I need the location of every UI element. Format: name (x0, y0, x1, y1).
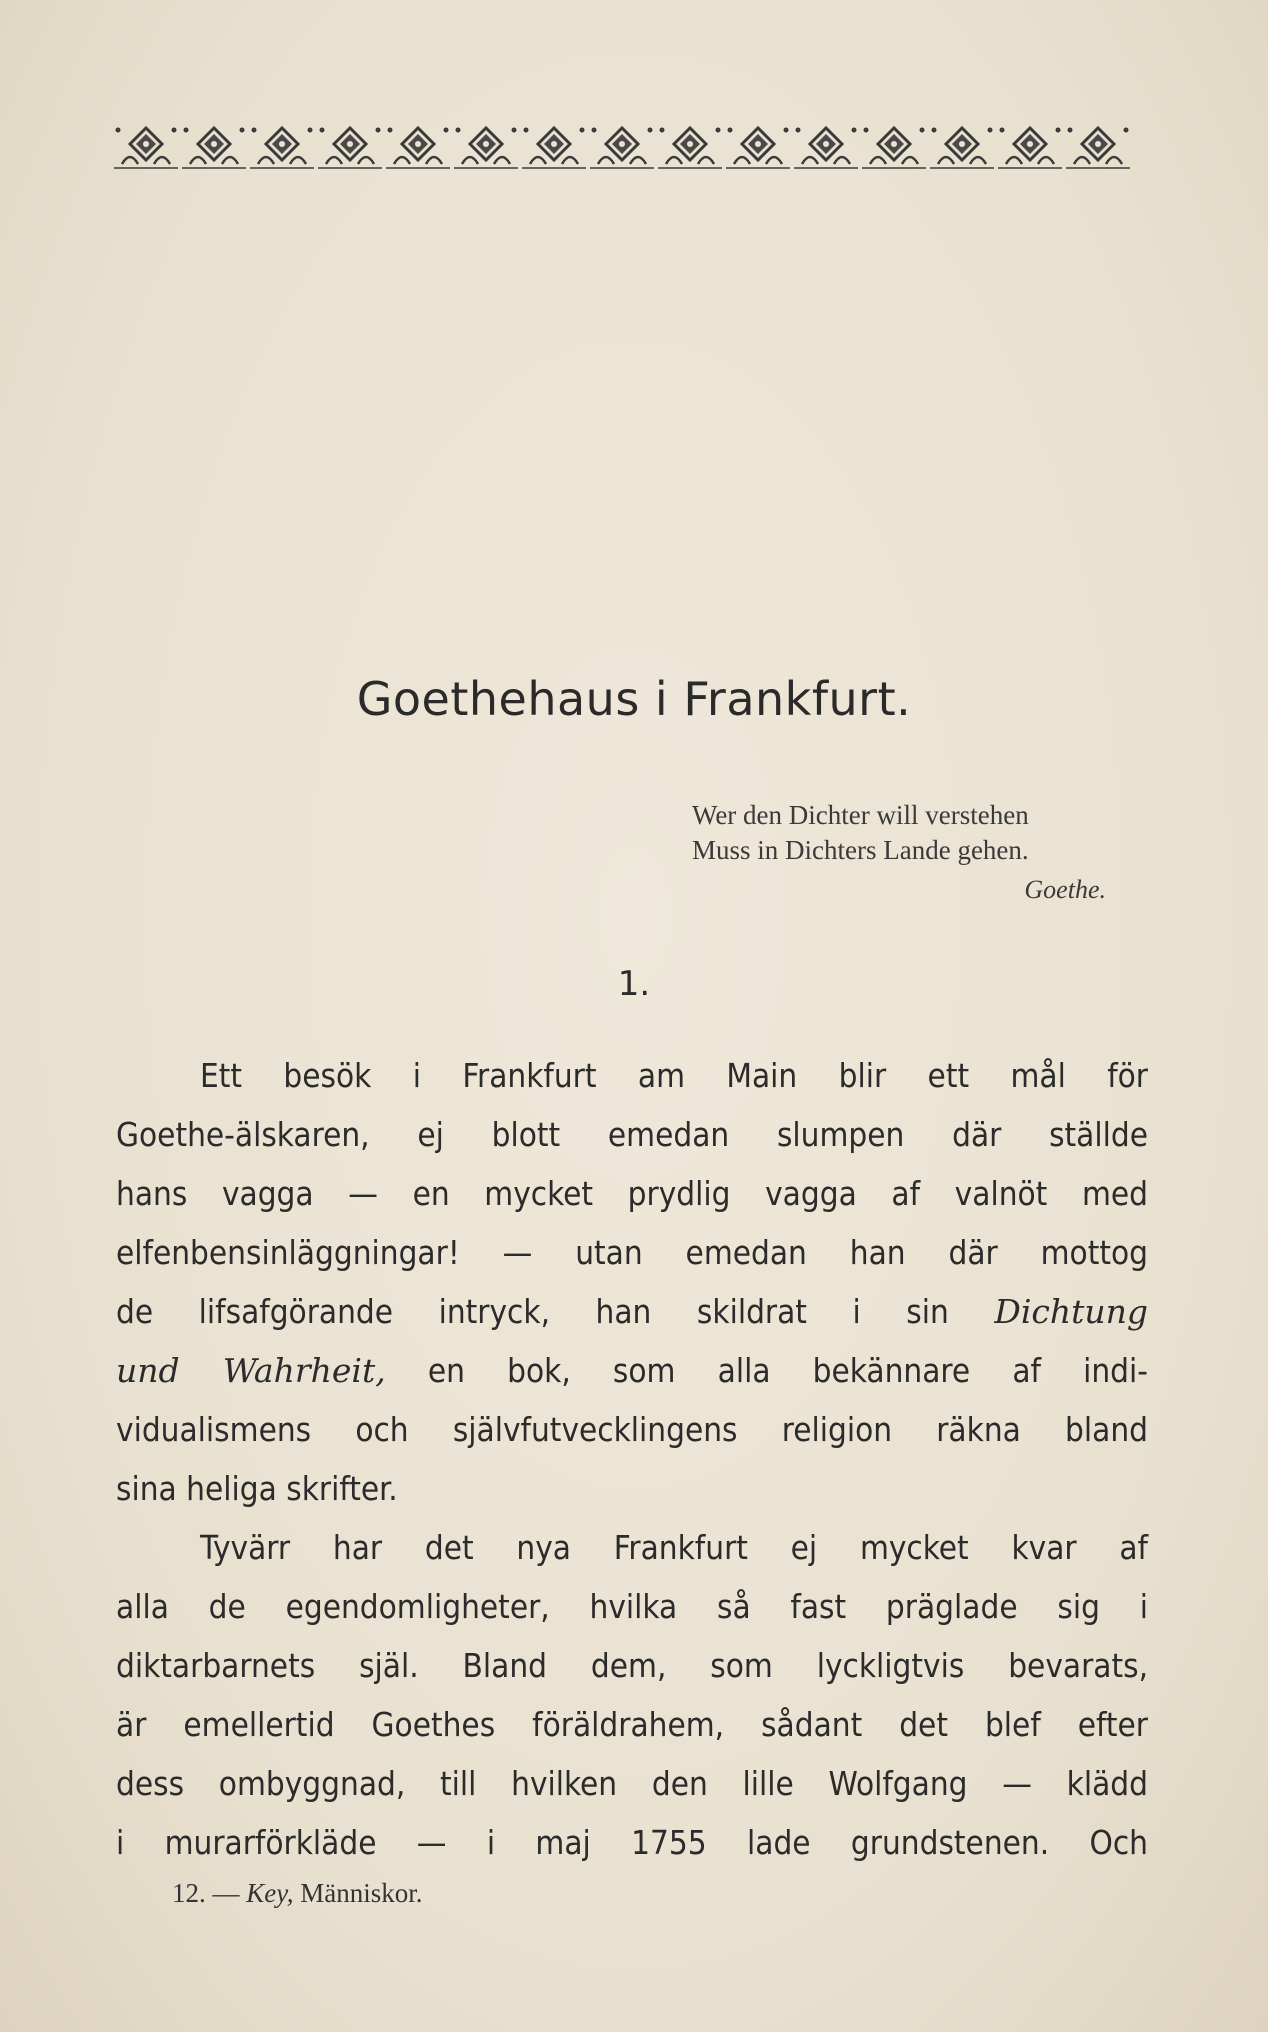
text-line: elfenbensinläggningar! — utan emedan han där mottog (116, 1233, 1148, 1272)
text-line (116, 1341, 1148, 1400)
page-footer (172, 1878, 423, 1909)
epigraph-line: Wer den Dichter will verstehen (692, 800, 1029, 830)
epigraph-line: Muss in Dichters Lande gehen. (692, 835, 1029, 865)
signature-number: 12. (172, 1878, 206, 1908)
text-line (116, 1282, 1148, 1341)
page-title: Goethehaus i Frankfurt. (356, 672, 912, 726)
text-line: diktarbarnets själ. Bland dem, som lyckligtvis bevarats, (116, 1646, 1148, 1685)
text-segment: en bok, som alla bekännare af indi- (427, 1351, 1149, 1390)
text-line: Goethe-älskaren, ej blott emedan slumpen där ställde (116, 1115, 1148, 1154)
body-text (116, 1046, 1148, 1872)
text-line: Tyvärr har det nya Frankfurt ej mycket kvar af (200, 1528, 1148, 1567)
text-line: i murarförkläde — i maj 1755 lade grundstenen. Och (116, 1823, 1148, 1862)
text-line: är emellertid Goethes föräldrahem, sådant det blef efter (116, 1705, 1148, 1744)
footer-book-title: Människor. (300, 1878, 423, 1908)
section-number: 1. (617, 964, 651, 1004)
epigraph-author: Goethe. (1024, 875, 1106, 904)
book-title-italic: Dichtung (994, 1292, 1148, 1331)
text-line: alla de egendomligheter, hvilka så fast präglade sig i (116, 1587, 1148, 1626)
ornamental-border-icon (112, 118, 1144, 174)
footer-dash: — (212, 1878, 240, 1908)
text-line: vidualismens och självfutvecklingens religion räkna bland (116, 1410, 1148, 1449)
text-line: hans vagga — en mycket prydlig vagga af valnöt med (116, 1174, 1148, 1213)
footer-author: Key, (246, 1878, 294, 1908)
text-segment: de lifsafgörande intryck, han skildrat i sin (116, 1292, 949, 1331)
text-line: dess ombyggnad, till hvilken den lille Wolfgang — klädd (116, 1764, 1148, 1803)
text-line: sina heliga skrifter. (116, 1469, 398, 1508)
text-line: Ett besök i Frankfurt am Main blir ett mål för (200, 1056, 1148, 1095)
epigraph (692, 798, 1152, 907)
book-title-italic: und Wahrheit, (116, 1351, 386, 1390)
